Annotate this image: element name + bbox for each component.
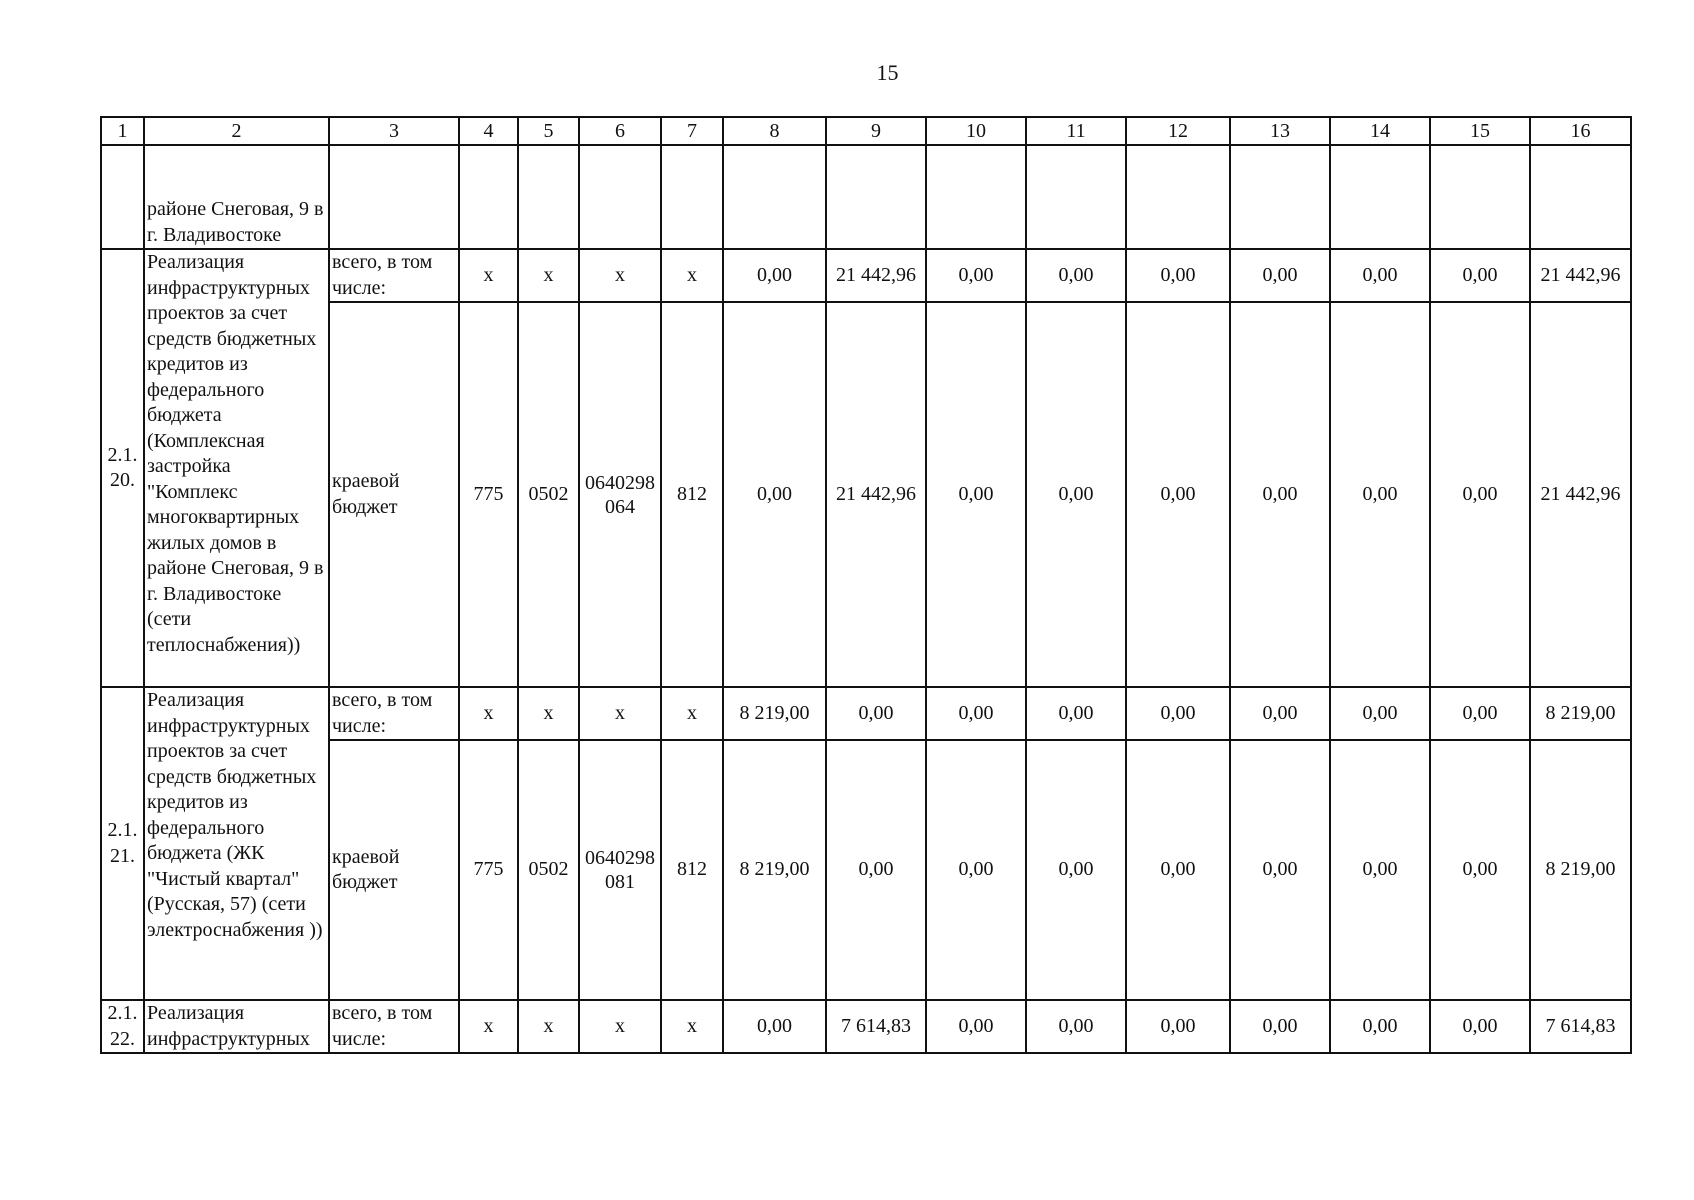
funding-source: всего, в том числе: — [329, 249, 459, 302]
cell — [459, 145, 518, 249]
value-cell: 7 614,83 — [1530, 1000, 1631, 1053]
cell — [1430, 145, 1530, 249]
cell — [1230, 145, 1330, 249]
header-cell: 9 — [826, 117, 926, 145]
value-cell: 8 219,00 — [1530, 687, 1631, 740]
table-row — [101, 1000, 1631, 1053]
header-cell: 7 — [661, 117, 723, 145]
program-name: районе Снеговая, 9 в г. Владивостоке — [144, 145, 329, 249]
value-cell: 0,00 — [1330, 740, 1430, 1000]
value-cell: 0,00 — [826, 687, 926, 740]
value-cell: 0,00 — [1330, 249, 1430, 302]
header-cell: 8 — [723, 117, 826, 145]
row-number: 2.1. 20. — [101, 249, 144, 687]
value-cell: 0,00 — [1126, 1000, 1230, 1053]
program-name: Реализация инфраструктурных проектов за счет средств бюджетных кредитов из федерального бюджета (ЖК "Чистый квартал" (Русская, 57) (сети электроснабжения )) — [144, 687, 329, 1000]
cell: х — [579, 1000, 661, 1053]
header-cell: 4 — [459, 117, 518, 145]
cell: х — [579, 249, 661, 302]
value-cell: 21 442,96 — [1530, 249, 1631, 302]
budget-table — [100, 116, 1632, 1054]
header-cell: 5 — [518, 117, 579, 145]
cell — [579, 145, 661, 249]
header-row — [101, 117, 1631, 145]
cell: х — [459, 687, 518, 740]
cell: х — [661, 1000, 723, 1053]
row-number: 2.1. 21. — [101, 687, 144, 1000]
value-cell: 8 219,00 — [1530, 740, 1631, 1000]
value-cell: 0,00 — [1230, 302, 1330, 687]
cell: 775 — [459, 302, 518, 687]
funding-source: краевой бюджет — [329, 302, 459, 687]
cell: х — [579, 687, 661, 740]
header-cell: 1 — [101, 117, 144, 145]
value-cell: 0,00 — [1026, 249, 1126, 302]
table-row — [101, 302, 1631, 687]
funding-source: краевой бюджет — [329, 740, 459, 1000]
cell: 0640298 081 — [579, 740, 661, 1000]
header-cell: 10 — [926, 117, 1026, 145]
program-name: Реализация инфраструктурных проектов за счет средств бюджетных кредитов из федерального бюджета (Комплексная застройка "Комплекс многоквартирных жилых домов в районе Снеговая, 9 в г. Владивостоке (сети теплоснабжения)) — [144, 249, 329, 687]
value-cell: 7 614,83 — [826, 1000, 926, 1053]
table-row — [101, 249, 1631, 302]
value-cell: 0,00 — [1126, 249, 1230, 302]
header-cell: 13 — [1230, 117, 1330, 145]
cell — [723, 145, 826, 249]
header-cell: 16 — [1530, 117, 1631, 145]
row-number: 2.1. 22. — [101, 1000, 144, 1053]
value-cell: 0,00 — [1126, 740, 1230, 1000]
program-name: Реализация инфраструктурных — [144, 1000, 329, 1053]
cell — [1330, 145, 1430, 249]
cell — [926, 145, 1026, 249]
cell: х — [661, 249, 723, 302]
page-number: 15 — [876, 60, 899, 85]
value-cell: 21 442,96 — [826, 302, 926, 687]
value-cell: 0,00 — [926, 740, 1026, 1000]
value-cell: 0,00 — [1026, 740, 1126, 1000]
header-cell: 2 — [144, 117, 329, 145]
value-cell: 0,00 — [1430, 1000, 1530, 1053]
header-cell: 15 — [1430, 117, 1530, 145]
value-cell: 8 219,00 — [723, 687, 826, 740]
header-cell: 14 — [1330, 117, 1430, 145]
carry-over-row — [101, 145, 1631, 249]
value-cell: 0,00 — [1330, 302, 1430, 687]
cell: 0640298 064 — [579, 302, 661, 687]
value-cell: 21 442,96 — [826, 249, 926, 302]
value-cell: 0,00 — [1230, 1000, 1330, 1053]
value-cell: 0,00 — [1230, 687, 1330, 740]
cell: х — [459, 1000, 518, 1053]
value-cell: 0,00 — [926, 1000, 1026, 1053]
value-cell: 0,00 — [926, 249, 1026, 302]
header-cell: 11 — [1026, 117, 1126, 145]
value-cell: 0,00 — [1026, 302, 1126, 687]
cell: х — [518, 1000, 579, 1053]
value-cell: 0,00 — [1430, 302, 1530, 687]
cell: 812 — [661, 302, 723, 687]
cell: х — [459, 249, 518, 302]
cell: 0502 — [518, 302, 579, 687]
header-cell: 6 — [579, 117, 661, 145]
cell: 0502 — [518, 740, 579, 1000]
cell — [1530, 145, 1631, 249]
value-cell: 0,00 — [1230, 249, 1330, 302]
value-cell: 0,00 — [1430, 740, 1530, 1000]
value-cell: 0,00 — [1330, 1000, 1430, 1053]
cell — [329, 145, 459, 249]
header-cell: 3 — [329, 117, 459, 145]
cell — [1026, 145, 1126, 249]
cell: 812 — [661, 740, 723, 1000]
value-cell: 0,00 — [926, 302, 1026, 687]
cell: 775 — [459, 740, 518, 1000]
value-cell: 0,00 — [1430, 249, 1530, 302]
funding-source: всего, в том числе: — [329, 687, 459, 740]
value-cell: 0,00 — [826, 740, 926, 1000]
cell: х — [661, 687, 723, 740]
cell — [518, 145, 579, 249]
value-cell: 8 219,00 — [723, 740, 826, 1000]
funding-source: всего, в том числе: — [329, 1000, 459, 1053]
cell — [661, 145, 723, 249]
value-cell: 21 442,96 — [1530, 302, 1631, 687]
value-cell: 0,00 — [1126, 302, 1230, 687]
cell — [826, 145, 926, 249]
value-cell: 0,00 — [1230, 740, 1330, 1000]
table-row — [101, 740, 1631, 1000]
cell: х — [518, 249, 579, 302]
cell — [101, 145, 144, 249]
value-cell: 0,00 — [1026, 1000, 1126, 1053]
value-cell: 0,00 — [1430, 687, 1530, 740]
table-row — [101, 687, 1631, 740]
header-cell: 12 — [1126, 117, 1230, 145]
value-cell: 0,00 — [1330, 687, 1430, 740]
value-cell: 0,00 — [1026, 687, 1126, 740]
cell: х — [518, 687, 579, 740]
value-cell: 0,00 — [723, 249, 826, 302]
value-cell: 0,00 — [926, 687, 1026, 740]
value-cell: 0,00 — [1126, 687, 1230, 740]
value-cell: 0,00 — [723, 1000, 826, 1053]
cell — [1126, 145, 1230, 249]
value-cell: 0,00 — [723, 302, 826, 687]
